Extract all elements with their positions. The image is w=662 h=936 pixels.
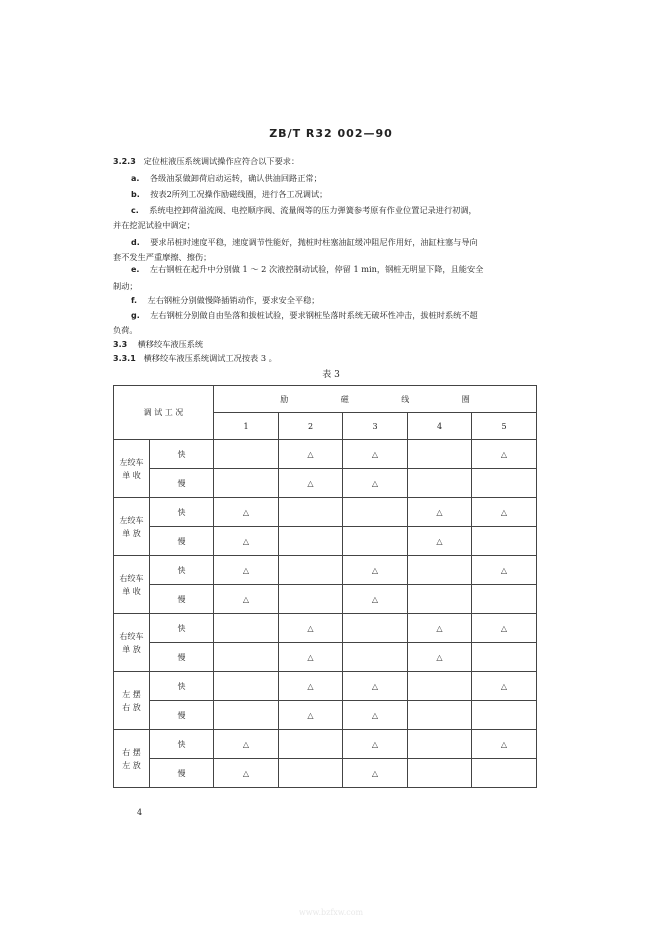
- section-text: 横移绞车液压系统: [137, 339, 204, 349]
- speed-cell: 慢: [150, 469, 214, 498]
- item-label: b.: [131, 190, 140, 199]
- coil-mark-cell: △: [343, 730, 408, 759]
- item-e: [131, 263, 483, 276]
- coil-mark-cell: △: [343, 585, 408, 614]
- coil-mark-cell: △: [472, 730, 537, 759]
- coil-mark-cell: [279, 730, 343, 759]
- table-row: [114, 759, 537, 788]
- table-row: [114, 527, 537, 556]
- coil-mark-cell: △: [279, 643, 343, 672]
- condition-label-line1: 左绞车: [119, 515, 144, 525]
- item-d-continuation: 套不发生严重摩擦、擦伤；: [113, 252, 212, 262]
- coil-number: 4: [408, 413, 472, 440]
- section-number: 3.2.3: [113, 157, 136, 166]
- document-header: ZB/T R32 002—90: [269, 127, 393, 140]
- speed-cell: 慢: [150, 701, 214, 730]
- condition-label-line2: 单 收: [122, 470, 141, 480]
- coil-mark-cell: △: [343, 440, 408, 469]
- speed-cell: 慢: [150, 585, 214, 614]
- coil-mark-cell: [408, 585, 472, 614]
- coil-mark-cell: △: [472, 672, 537, 701]
- coil-mark-cell: △: [214, 498, 279, 527]
- condition-group-cell: [114, 440, 150, 498]
- table-row: [114, 440, 537, 469]
- coil-mark-cell: △: [472, 556, 537, 585]
- table-title: 表 3: [322, 370, 340, 380]
- condition-label-line2: 单 收: [122, 586, 141, 596]
- condition-group-cell: [114, 672, 150, 730]
- speed-cell: 快: [150, 730, 214, 759]
- coil-mark-cell: △: [343, 672, 408, 701]
- item-text: 要求吊桩时速度平稳，速度调节性能好，抛桩时柱塞油缸缓冲阻尼作用好，油缸柱塞与导向: [150, 237, 478, 247]
- coil-mark-cell: [214, 643, 279, 672]
- coil-header-char: 磁: [340, 394, 349, 404]
- condition-group-cell: [114, 730, 150, 788]
- coil-mark-cell: [472, 643, 537, 672]
- item-text: 左右钢桩在起升中分别做 1 ～ 2 次液控制动试验，停留 1 min，钢桩无明显下降，且能安全: [149, 264, 484, 274]
- coil-mark-cell: △: [408, 498, 472, 527]
- coil-header-char: 线: [401, 394, 410, 404]
- coil-mark-cell: △: [214, 527, 279, 556]
- condition-label-line2: 单 放: [122, 644, 141, 654]
- table-header-row: [114, 386, 537, 413]
- coil-mark-cell: [408, 469, 472, 498]
- coil-mark-cell: △: [343, 759, 408, 788]
- speed-cell: 快: [150, 614, 214, 643]
- section-number: 3.3: [113, 340, 128, 349]
- speed-cell: 快: [150, 556, 214, 585]
- condition-label-line1: 右绞车: [119, 573, 144, 583]
- coil-mark-cell: [279, 759, 343, 788]
- item-text: 系统电控卸荷溢流阀、电控顺序阀、流量阀等的压力弹簧参考原有作业位置记录进行初调，: [149, 205, 477, 215]
- coil-mark-cell: [408, 730, 472, 759]
- coil-mark-cell: [214, 440, 279, 469]
- speed-cell: 慢: [150, 643, 214, 672]
- item-label: c.: [131, 206, 139, 215]
- item-text: 左右钢桩分别做自由坠落和拔桩试验，要求钢桩坠落时系统无破坏性冲击，拔桩时系统不超: [150, 310, 478, 320]
- coil-number: 5: [472, 413, 537, 440]
- coil-mark-cell: [472, 527, 537, 556]
- coil-mark-cell: [343, 498, 408, 527]
- coil-mark-cell: [408, 440, 472, 469]
- item-label: g.: [131, 311, 140, 320]
- condition-group-cell: [114, 614, 150, 672]
- item-g-continuation: 负荷。: [113, 325, 138, 335]
- item-text: 左右钢桩分别做慢降插销动作，要求安全平稳；: [147, 295, 320, 305]
- coil-mark-cell: [279, 498, 343, 527]
- table-row: [114, 498, 537, 527]
- condition-label-line1: 右 摆: [122, 747, 141, 757]
- coil-mark-cell: △: [279, 469, 343, 498]
- item-label: f.: [131, 296, 138, 305]
- coil-number: 3: [343, 413, 408, 440]
- item-c: [131, 204, 477, 217]
- speed-cell: 慢: [150, 759, 214, 788]
- coil-mark-cell: [279, 556, 343, 585]
- coil-mark-cell: △: [408, 527, 472, 556]
- coil-mark-cell: [214, 672, 279, 701]
- table-row: [114, 730, 537, 759]
- item-d: [131, 236, 478, 249]
- coil-mark-cell: △: [343, 556, 408, 585]
- coil-mark-cell: △: [472, 498, 537, 527]
- coil-mark-cell: △: [472, 440, 537, 469]
- coil-mark-cell: [214, 701, 279, 730]
- item-label: e.: [131, 265, 140, 274]
- section-text: 横移绞车液压系统调试工况按表 3 。: [143, 353, 277, 363]
- item-e-continuation: 制动；: [113, 281, 138, 291]
- coil-mark-cell: [343, 527, 408, 556]
- table-row: [114, 556, 537, 585]
- coil-mark-cell: [472, 585, 537, 614]
- item-text: 各级油泵做卸荷启动运转，确认供油回路正常；: [149, 173, 322, 183]
- condition-label-line1: 左绞车: [119, 457, 144, 467]
- item-label: d.: [131, 238, 140, 247]
- section-3-3-1: [113, 352, 277, 365]
- speed-cell: 快: [150, 440, 214, 469]
- condition-group-cell: [114, 556, 150, 614]
- coil-mark-cell: [279, 527, 343, 556]
- table-row: [114, 643, 537, 672]
- coil-header-char: 圈: [461, 394, 470, 404]
- coil-mark-cell: △: [472, 614, 537, 643]
- item-b: [131, 188, 327, 201]
- coil-mark-cell: △: [343, 701, 408, 730]
- coil-mark-cell: [408, 759, 472, 788]
- coil-number: 1: [214, 413, 279, 440]
- item-label: a.: [131, 174, 140, 183]
- item-a: [131, 172, 322, 185]
- coil-mark-cell: △: [279, 614, 343, 643]
- table-row: [114, 614, 537, 643]
- condition-header-cell: [114, 386, 214, 440]
- coil-mark-cell: [472, 759, 537, 788]
- table-row: [114, 469, 537, 498]
- page-number: 4: [137, 808, 143, 817]
- coil-mark-cell: △: [279, 701, 343, 730]
- coil-mark-cell: △: [408, 643, 472, 672]
- condition-label-line2: 右 放: [122, 702, 141, 712]
- speed-cell: 慢: [150, 527, 214, 556]
- table-row: [114, 585, 537, 614]
- coil-mark-cell: [472, 701, 537, 730]
- coil-header-char: 励: [280, 394, 289, 404]
- item-f: [131, 294, 319, 307]
- condition-label-line2: 左 放: [122, 760, 141, 770]
- coil-mark-cell: △: [279, 672, 343, 701]
- coil-mark-cell: △: [214, 556, 279, 585]
- item-g: [131, 309, 478, 322]
- coil-mark-cell: [343, 614, 408, 643]
- coil-mark-cell: △: [343, 469, 408, 498]
- section-number: 3.3.1: [113, 354, 136, 363]
- coil-mark-cell: △: [214, 759, 279, 788]
- coil-mark-cell: [343, 643, 408, 672]
- coil-mark-cell: △: [214, 585, 279, 614]
- coil-mark-cell: △: [408, 614, 472, 643]
- table-3: [113, 385, 537, 788]
- condition-label-line1: 右绞车: [119, 631, 144, 641]
- coil-mark-cell: [472, 469, 537, 498]
- section-3-3-heading: [113, 338, 203, 351]
- section-text: 定位桩液压系统调试操作应符合以下要求：: [143, 156, 300, 166]
- table-row: [114, 672, 537, 701]
- condition-group-cell: [114, 498, 150, 556]
- coil-mark-cell: [408, 672, 472, 701]
- coil-mark-cell: [214, 614, 279, 643]
- table-row: [114, 701, 537, 730]
- coil-mark-cell: △: [279, 440, 343, 469]
- watermark: www.bzfxw.com: [298, 908, 364, 917]
- item-c-continuation: 并在挖泥试验中调定；: [113, 220, 195, 230]
- coil-mark-cell: [408, 556, 472, 585]
- speed-cell: 快: [150, 672, 214, 701]
- coil-number: 2: [279, 413, 343, 440]
- condition-label-line2: 单 放: [122, 528, 141, 538]
- item-text: 按表2所列工况操作励磁线圈，进行各工况调试；: [150, 189, 328, 199]
- coil-mark-cell: [214, 469, 279, 498]
- condition-header: 调 试 工 况: [143, 408, 184, 417]
- speed-cell: 快: [150, 498, 214, 527]
- coil-mark-cell: [279, 585, 343, 614]
- coil-mark-cell: △: [214, 730, 279, 759]
- coil-mark-cell: [408, 701, 472, 730]
- condition-label-line1: 左 摆: [122, 689, 141, 699]
- section-3-2-3-intro: [113, 155, 299, 168]
- coil-header-cell: [214, 386, 537, 413]
